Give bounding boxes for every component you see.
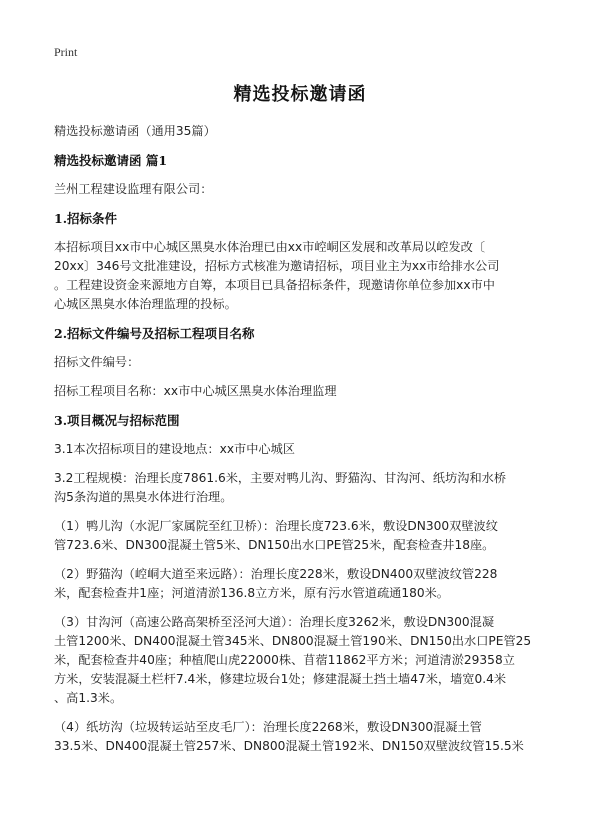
section-1-paragraph <box>54 238 554 314</box>
yaergou-paragraph <box>54 517 554 555</box>
yemaogou-paragraph <box>54 565 554 603</box>
addressee: 兰州工程建设监理有限公司： <box>54 182 213 196</box>
construction-site: 3.1本次招标项目的建设地点：xx市中心城区 <box>54 442 295 456</box>
project-scale-paragraph <box>54 469 554 507</box>
paragraph-line: 3.2工程规模：治理长度7861.6米，主要对鸭儿沟、野猫沟、甘沟河、纸坊沟和水桥 <box>54 471 507 485</box>
paragraph-line: 33.5米、DN400混凝土管257米、DN800混凝土管192米、DN150双壁波纹管15.5米 <box>54 739 524 753</box>
tender-project-name: 招标工程项目名称：xx市中心城区黑臭水体治理监理 <box>54 384 337 398</box>
paragraph-line: 本招标项目xx市中心城区黑臭水体治理已由xx市崆峒区发展和改革局以崆发改〔 <box>54 240 486 254</box>
paragraph-line: 土管1200米、DN400混凝土管345米、DN800混凝土管190米、DN150出水口PE管25 <box>54 634 532 648</box>
paragraph-line: （3）甘沟河（高速公路高架桥至泾河大道）：治理长度3262米，敷设DN300混凝 <box>54 615 495 629</box>
paragraph-line: 方米，安装混凝土栏杆7.4米，修建垃圾台1处；修建混凝土挡土墙47米，墙宽0.4米 <box>54 672 507 686</box>
document-body <box>54 122 554 766</box>
document-title: 精选投标邀请函 <box>233 84 367 105</box>
document-subtitle: 精选投标邀请函（通用35篇） <box>54 124 216 138</box>
part-title: 精选投标邀请函 篇1 <box>54 153 168 168</box>
section-1-heading: 1.招标条件 <box>54 211 118 226</box>
gangouhe-paragraph <box>54 613 554 708</box>
paragraph-line: 米，配套检查井40座；种植爬山虎22000株、苜蓿11862平方米；河道清淤29358立 <box>54 653 515 667</box>
section-3-heading: 3.项目概况与招标范围 <box>54 413 180 428</box>
print-label: Print <box>54 45 78 59</box>
paragraph-line: 。工程建设资金来源地方自筹，本项目已具备招标条件，现邀请你单位参加xx市中 <box>54 278 495 292</box>
paragraph-line: 管723.6米、DN300混凝土管5米、DN150出水口PE管25米，配套检查井18座。 <box>54 538 495 552</box>
paragraph-line: 沟5条沟道的黑臭水体进行治理。 <box>54 490 233 504</box>
section-2-heading: 2.招标文件编号及招标工程项目名称 <box>54 326 255 341</box>
paragraph-line: 心城区黑臭水体治理监理的投标。 <box>54 297 237 311</box>
paragraph-line: 米，配套检查井1座；河道清淤136.8立方米，原有污水管道疏通180米。 <box>54 586 449 600</box>
paragraph-line: 、高1.3米。 <box>54 691 123 705</box>
zhifanggou-paragraph <box>54 718 554 756</box>
paragraph-line: （2）野猫沟（崆峒大道至来远路）：治理长度228米，敷设DN400双壁波纹管228 <box>54 567 498 581</box>
tender-doc-number: 招标文件编号： <box>54 355 140 369</box>
paragraph-line: （4）纸坊沟（垃圾转运站至皮毛厂）：治理长度2268米，敷设DN300混凝土管 <box>54 720 482 734</box>
paragraph-line: 20xx〕346号文批准建设，招标方式核准为邀请招标，项目业主为xx市给排水公司 <box>54 259 500 273</box>
paragraph-line: （1）鸭儿沟（水泥厂家属院至红卫桥）：治理长度723.6米，敷设DN300双壁波纹 <box>54 519 498 533</box>
